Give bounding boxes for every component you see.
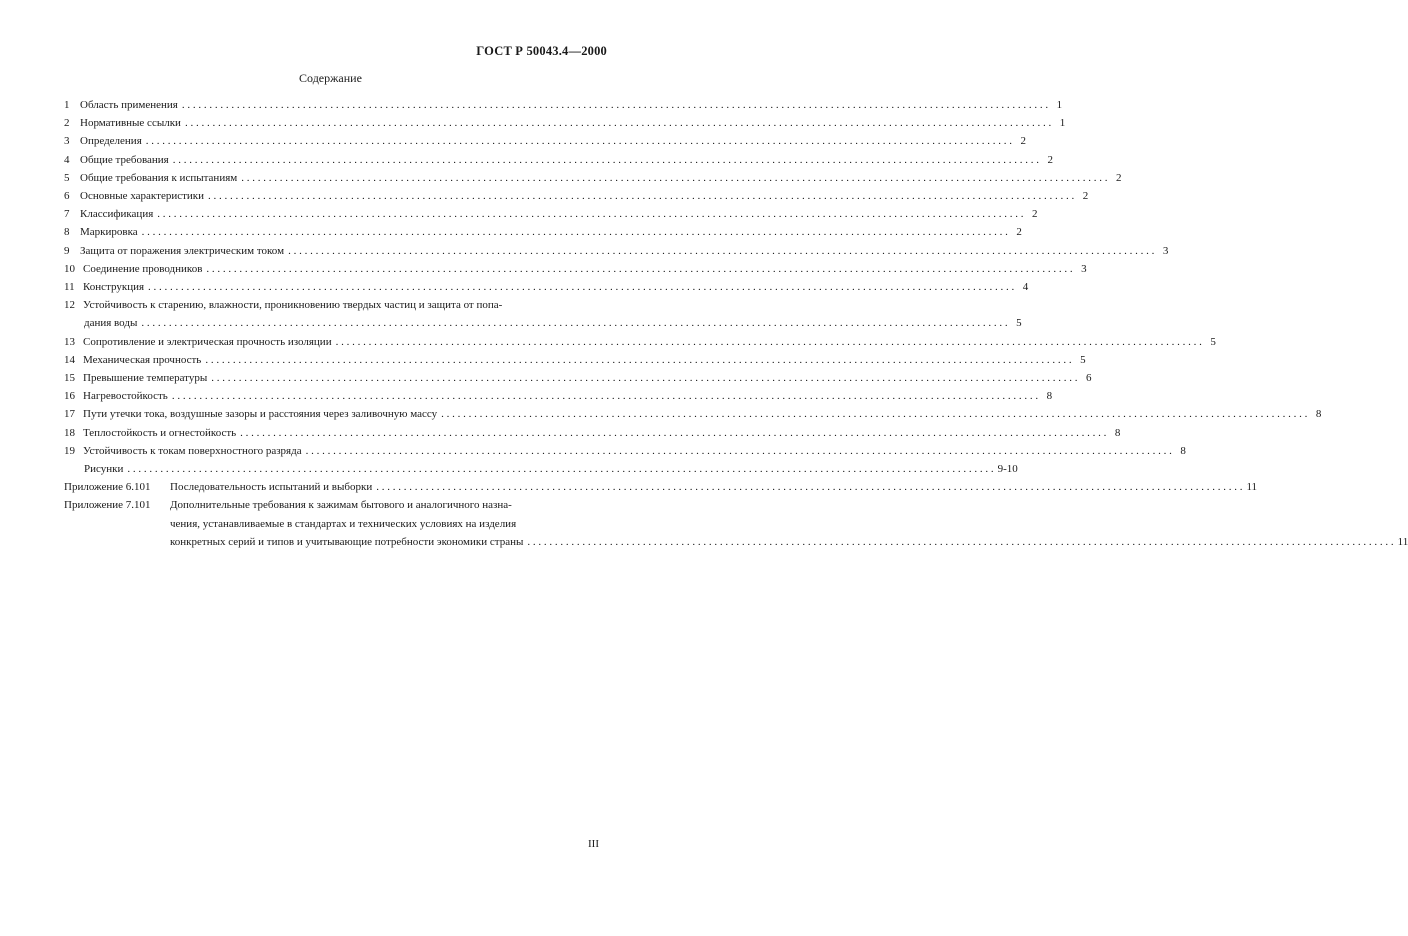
dot-leader [173, 151, 1039, 169]
toc-entry-continuation[interactable] [64, 314, 1022, 332]
toc-page: 8 [1114, 426, 1121, 439]
dot-leader [288, 242, 1154, 260]
toc-label: Маркировка [80, 226, 138, 239]
toc-page: 2 [1047, 153, 1053, 166]
dot-leader [306, 442, 1172, 460]
toc-number: 16 [64, 390, 75, 403]
toc-label: Пути утечки тока, воздушные зазоры и расстояния через заливочную массу [83, 408, 438, 421]
toc-number: 11 [64, 281, 75, 294]
toc-number: 14 [64, 353, 75, 366]
toc-number: 13 [64, 335, 75, 348]
toc-entry[interactable] [64, 132, 1027, 150]
toc-page: 1 [1059, 117, 1066, 130]
toc-page: 3 [1081, 262, 1087, 275]
appendix-name: Приложение 7.101 [64, 499, 151, 512]
dot-leader [185, 114, 1051, 132]
toc-entry[interactable] [64, 96, 1063, 114]
dot-leader [205, 351, 1071, 369]
dot-leader [441, 405, 1307, 423]
toc-label: Общие требования к испытаниям [80, 171, 238, 184]
dot-leader [182, 96, 1048, 114]
dot-leader [141, 314, 1007, 332]
toc-number: 1 [64, 99, 70, 111]
dot-leader [211, 369, 1077, 387]
dot-leader [142, 223, 1008, 241]
toc-entry[interactable] [64, 442, 1186, 460]
toc-entry[interactable] [64, 260, 1087, 278]
toc-number: 18 [64, 426, 75, 439]
appendix-title-line: Дополнительные требования к зажимам бытового и аналогичного назна- [170, 499, 512, 512]
toc-page: 9-10 [997, 463, 1018, 476]
dot-leader [336, 333, 1202, 351]
toc-number: 10 [64, 262, 75, 275]
toc-number: 7 [64, 208, 70, 221]
dot-leader [148, 278, 1014, 296]
toc-page: 1 [1056, 99, 1063, 111]
toc-page: 11 [1246, 481, 1258, 494]
document-code: ГОСТ Р 50043.4—2000 [476, 44, 607, 58]
toc-page: 2 [1082, 190, 1089, 203]
toc-entry[interactable] [64, 169, 1122, 187]
dot-leader [146, 132, 1012, 150]
toc-entry[interactable] [64, 369, 1092, 387]
toc-page: 2 [1020, 135, 1027, 148]
toc-page: 3 [1162, 244, 1169, 257]
appendix-title-line: конкретных серий и типов и учитывающие потребности экономики страны [170, 535, 524, 548]
toc-entry[interactable] [64, 151, 1053, 169]
toc-label: Нагревостойкость [83, 390, 168, 403]
toc-entry[interactable] [64, 351, 1086, 369]
toc-page: 4 [1022, 281, 1029, 294]
toc-number: 19 [64, 444, 75, 457]
dot-leader [241, 169, 1107, 187]
toc-page: 2 [1016, 226, 1022, 239]
toc-entry[interactable] [64, 387, 1053, 405]
toc-entry-figures[interactable] [64, 460, 1018, 478]
toc-entry-appendix[interactable] [64, 478, 1258, 496]
toc-number: 8 [64, 226, 70, 239]
toc-page: 2 [1032, 208, 1038, 221]
toc-label: Механическая прочность [83, 353, 202, 366]
toc-number: 3 [64, 135, 70, 148]
toc-number: 5 [64, 171, 70, 184]
dot-leader [208, 187, 1074, 205]
toc-number: 17 [64, 408, 75, 421]
toc-number: 9 [64, 244, 70, 257]
toc-entry[interactable] [64, 242, 1169, 260]
toc-label-continuation: дания воды [84, 317, 138, 330]
toc-entry[interactable] [64, 296, 598, 314]
toc-number: 6 [64, 190, 70, 203]
toc-page: 5 [1080, 353, 1086, 366]
toc-label: Нормативные ссылки [80, 117, 181, 130]
toc-entry[interactable] [64, 223, 1022, 241]
dot-leader [240, 424, 1106, 442]
toc-label: Теплостойкость и огнестойкость [83, 426, 237, 439]
appendix-title-line: чения, устанавливаемые в стандартах и технических условиях на изделия [170, 517, 517, 530]
dot-leader [206, 260, 1072, 278]
dot-leader [527, 533, 1393, 551]
toc-number: 2 [64, 117, 70, 130]
toc-entry[interactable] [64, 278, 1029, 296]
table-of-contents [64, 96, 1408, 551]
toc-entry[interactable] [64, 424, 1121, 442]
toc-label: Общие требования [80, 153, 169, 166]
toc-page: 5 [1210, 335, 1216, 348]
toc-entry[interactable] [64, 114, 1066, 132]
toc-entry[interactable] [64, 405, 1322, 423]
toc-label: Конструкция [83, 281, 145, 294]
page-title: Содержание [299, 71, 362, 85]
toc-label: Защита от поражения электрическим током [80, 244, 285, 257]
toc-label: Рисунки [84, 463, 124, 476]
toc-label: Соединение проводников [83, 262, 203, 275]
toc-page: 11 [1397, 535, 1408, 548]
toc-label: Устойчивость к токам поверхностного разряда [83, 444, 302, 457]
toc-entry-appendix[interactable] [64, 496, 1408, 551]
toc-page: 6 [1086, 372, 1092, 385]
toc-page: 8 [1315, 408, 1322, 421]
dot-leader [157, 205, 1023, 223]
appendix-title-line: Последовательность испытаний и выборки [170, 481, 373, 494]
toc-label: Устойчивость к старению, влажности, проникновению твердых частиц и защита от попа- [83, 299, 503, 312]
toc-label: Классификация [80, 208, 154, 221]
toc-page: 2 [1115, 171, 1122, 184]
page-number: III [588, 838, 599, 850]
toc-number: 4 [64, 153, 70, 166]
toc-label: Определения [80, 135, 142, 148]
toc-label: Превышение температуры [83, 372, 208, 385]
toc-number: 12 [64, 299, 75, 312]
dot-leader [376, 478, 1242, 496]
toc-entry[interactable] [64, 205, 1038, 223]
toc-page: 8 [1046, 390, 1053, 403]
toc-entry[interactable] [64, 187, 1089, 205]
toc-label: Основные характеристики [80, 190, 205, 203]
toc-page: 5 [1016, 317, 1022, 330]
dot-leader [172, 387, 1038, 405]
toc-label: Область применения [80, 99, 178, 111]
toc-number: 15 [64, 372, 75, 385]
appendix-name: Приложение 6.101 [64, 481, 151, 494]
toc-label: Сопротивление и электрическая прочность изоляции [83, 335, 332, 348]
toc-entry[interactable] [64, 333, 1216, 351]
toc-page: 8 [1180, 444, 1186, 457]
dot-leader [127, 460, 993, 478]
